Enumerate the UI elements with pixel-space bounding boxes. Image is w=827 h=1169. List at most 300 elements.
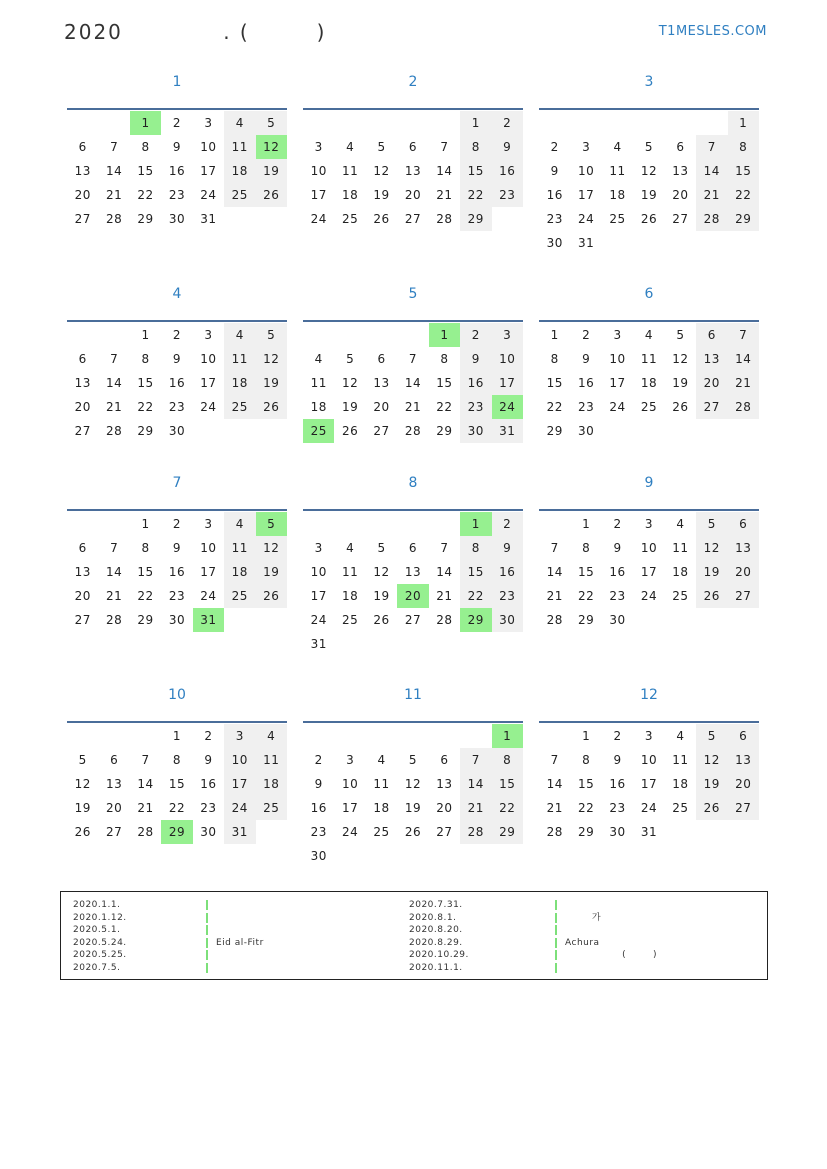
day-cell[interactable]: 4 (346, 541, 355, 555)
day-cell[interactable]: 13 (728, 748, 759, 772)
day-cell[interactable]: 24 (640, 589, 658, 603)
day-cell[interactable]: 5 (408, 753, 418, 767)
day-cell[interactable]: 23 (310, 825, 327, 839)
day-cell[interactable]: 26 (373, 613, 390, 627)
day-cell[interactable]: 18 (640, 376, 658, 390)
day-cell[interactable]: 4 (676, 517, 685, 531)
day-cell[interactable]: 25 (303, 419, 334, 443)
day-cell[interactable]: 21 (436, 589, 453, 603)
day-cell[interactable]: 3 (644, 729, 654, 743)
day-cell[interactable]: 2 (172, 517, 182, 531)
day-cell[interactable]: 23 (168, 589, 186, 603)
day-cell[interactable]: 17 (341, 801, 359, 815)
day-cell[interactable]: 29 (728, 207, 759, 231)
day-cell[interactable]: 21 (404, 400, 422, 414)
day-cell[interactable]: 22 (137, 188, 154, 202)
day-cell[interactable]: 18 (341, 589, 359, 603)
day-cell[interactable]: 7 (728, 323, 759, 347)
day-cell[interactable]: 16 (577, 376, 595, 390)
day-cell[interactable]: 8 (141, 352, 150, 366)
day-cell[interactable]: 10 (341, 777, 359, 791)
day-cell[interactable]: 25 (672, 801, 689, 815)
day-cell[interactable]: 14 (436, 565, 453, 579)
day-cell[interactable]: 10 (310, 164, 327, 178)
day-cell[interactable]: 23 (168, 400, 186, 414)
day-cell[interactable]: 3 (224, 724, 255, 748)
day-cell[interactable]: 16 (609, 777, 626, 791)
day-cell[interactable]: 9 (492, 135, 523, 159)
day-cell[interactable]: 19 (373, 589, 390, 603)
day-cell[interactable]: 19 (696, 560, 727, 584)
day-cell[interactable]: 28 (460, 820, 491, 844)
day-cell[interactable]: 29 (460, 608, 491, 632)
day-cell[interactable]: 27 (404, 613, 422, 627)
day-cell[interactable]: 21 (460, 796, 491, 820)
day-cell[interactable]: 11 (341, 565, 359, 579)
day-cell[interactable]: 3 (346, 753, 355, 767)
day-cell[interactable]: 2 (204, 729, 213, 743)
day-cell[interactable]: 9 (172, 140, 182, 154)
day-cell[interactable]: 24 (492, 395, 523, 419)
day-cell[interactable]: 17 (200, 565, 217, 579)
day-cell[interactable]: 30 (609, 613, 626, 627)
day-cell[interactable]: 8 (728, 135, 759, 159)
day-cell[interactable]: 24 (341, 825, 359, 839)
day-cell[interactable]: 31 (193, 608, 224, 632)
day-cell[interactable]: 7 (696, 135, 727, 159)
day-cell[interactable]: 12 (256, 347, 287, 371)
day-cell[interactable]: 18 (224, 560, 255, 584)
day-cell[interactable]: 11 (224, 536, 255, 560)
day-cell[interactable]: 26 (256, 183, 287, 207)
day-cell[interactable]: 26 (341, 424, 359, 438)
day-cell[interactable]: 15 (577, 777, 595, 791)
day-cell[interactable]: 9 (582, 352, 591, 366)
day-cell[interactable]: 30 (168, 424, 186, 438)
day-cell[interactable]: 31 (640, 825, 658, 839)
day-cell[interactable]: 11 (256, 748, 287, 772)
day-cell[interactable]: 1 (460, 512, 491, 536)
day-cell[interactable]: 23 (609, 589, 626, 603)
day-cell[interactable]: 27 (373, 424, 390, 438)
day-cell[interactable]: 15 (728, 159, 759, 183)
day-cell[interactable]: 27 (404, 212, 422, 226)
day-cell[interactable]: 17 (200, 164, 217, 178)
day-cell[interactable]: 10 (492, 347, 523, 371)
day-cell[interactable]: 24 (200, 400, 217, 414)
day-cell[interactable]: 14 (546, 777, 563, 791)
day-cell[interactable]: 12 (373, 164, 390, 178)
day-cell[interactable]: 30 (200, 825, 217, 839)
day-cell[interactable]: 24 (224, 796, 255, 820)
day-cell[interactable]: 27 (672, 212, 689, 226)
day-cell[interactable]: 4 (613, 140, 622, 154)
day-cell[interactable]: 12 (640, 164, 658, 178)
day-cell[interactable]: 23 (609, 801, 626, 815)
day-cell[interactable]: 6 (110, 753, 119, 767)
day-cell[interactable]: 1 (728, 111, 759, 135)
day-cell[interactable]: 28 (436, 212, 453, 226)
day-cell[interactable]: 28 (404, 424, 422, 438)
day-cell[interactable]: 16 (200, 777, 217, 791)
day-cell[interactable]: 22 (137, 400, 154, 414)
day-cell[interactable]: 6 (408, 541, 418, 555)
day-cell[interactable]: 28 (105, 212, 123, 226)
day-cell[interactable]: 25 (256, 796, 287, 820)
day-cell[interactable]: 28 (105, 613, 123, 627)
day-cell[interactable]: 24 (200, 188, 217, 202)
day-cell[interactable]: 15 (546, 376, 563, 390)
day-cell[interactable]: 7 (440, 140, 449, 154)
day-cell[interactable]: 22 (460, 584, 491, 608)
day-cell[interactable]: 29 (492, 820, 523, 844)
day-cell[interactable]: 17 (577, 188, 595, 202)
day-cell[interactable]: 15 (137, 565, 154, 579)
day-cell[interactable]: 19 (696, 772, 727, 796)
day-cell[interactable]: 3 (204, 517, 213, 531)
day-cell[interactable]: 5 (256, 323, 287, 347)
day-cell[interactable]: 22 (137, 589, 154, 603)
day-cell[interactable]: 18 (609, 188, 626, 202)
day-cell[interactable]: 9 (172, 352, 182, 366)
day-cell[interactable]: 22 (460, 183, 491, 207)
day-cell[interactable]: 13 (728, 536, 759, 560)
day-cell[interactable]: 18 (256, 772, 287, 796)
day-cell[interactable]: 28 (105, 424, 123, 438)
day-cell[interactable]: 7 (440, 541, 449, 555)
day-cell[interactable]: 27 (728, 584, 759, 608)
day-cell[interactable]: 29 (161, 820, 192, 844)
day-cell[interactable]: 30 (492, 608, 523, 632)
day-cell[interactable]: 4 (256, 724, 287, 748)
day-cell[interactable]: 8 (582, 753, 591, 767)
day-cell[interactable]: 7 (550, 541, 559, 555)
day-cell[interactable]: 10 (577, 164, 595, 178)
day-cell[interactable]: 21 (696, 183, 727, 207)
day-cell[interactable]: 2 (492, 512, 523, 536)
day-cell[interactable]: 29 (577, 825, 595, 839)
day-cell[interactable]: 22 (728, 183, 759, 207)
day-cell[interactable]: 20 (397, 584, 428, 608)
day-cell[interactable]: 12 (696, 748, 727, 772)
day-cell[interactable]: 22 (168, 801, 186, 815)
day-cell[interactable]: 1 (582, 729, 591, 743)
day-cell[interactable]: 28 (137, 825, 154, 839)
day-cell[interactable]: 3 (644, 517, 654, 531)
day-cell[interactable]: 19 (256, 371, 287, 395)
day-cell[interactable]: 11 (373, 777, 390, 791)
day-cell[interactable]: 26 (256, 395, 287, 419)
day-cell[interactable]: 9 (172, 541, 182, 555)
day-cell[interactable]: 5 (696, 512, 727, 536)
day-cell[interactable]: 14 (404, 376, 422, 390)
day-cell[interactable]: 7 (110, 352, 119, 366)
day-cell[interactable]: 1 (429, 323, 460, 347)
day-cell[interactable]: 30 (168, 613, 186, 627)
day-cell[interactable]: 27 (728, 796, 759, 820)
day-cell[interactable]: 21 (137, 801, 154, 815)
day-cell[interactable]: 13 (672, 164, 689, 178)
day-cell[interactable]: 24 (640, 801, 658, 815)
day-cell[interactable]: 3 (582, 140, 591, 154)
day-cell[interactable]: 31 (310, 637, 327, 651)
day-cell[interactable]: 9 (550, 164, 559, 178)
day-cell[interactable]: 5 (696, 724, 727, 748)
day-cell[interactable]: 24 (577, 212, 595, 226)
day-cell[interactable]: 25 (373, 825, 390, 839)
day-cell[interactable]: 1 (460, 111, 491, 135)
day-cell[interactable]: 5 (256, 512, 287, 536)
day-cell[interactable]: 6 (728, 512, 759, 536)
day-cell[interactable]: 5 (644, 140, 654, 154)
day-cell[interactable]: 16 (492, 560, 523, 584)
day-cell[interactable]: 22 (577, 589, 595, 603)
day-cell[interactable]: 20 (672, 188, 689, 202)
day-cell[interactable]: 3 (314, 541, 323, 555)
day-cell[interactable]: 19 (404, 801, 422, 815)
day-cell[interactable]: 12 (74, 777, 91, 791)
day-cell[interactable]: 25 (672, 589, 689, 603)
day-cell[interactable]: 5 (78, 753, 87, 767)
day-cell[interactable]: 5 (676, 328, 685, 342)
day-cell[interactable]: 2 (582, 328, 591, 342)
day-cell[interactable]: 8 (172, 753, 182, 767)
day-cell[interactable]: 15 (137, 164, 154, 178)
day-cell[interactable]: 6 (78, 541, 87, 555)
day-cell[interactable]: 21 (105, 188, 123, 202)
day-cell[interactable]: 9 (492, 536, 523, 560)
day-cell[interactable]: 3 (204, 116, 213, 130)
day-cell[interactable]: 25 (640, 400, 658, 414)
day-cell[interactable]: 1 (172, 729, 182, 743)
day-cell[interactable]: 19 (74, 801, 91, 815)
day-cell[interactable]: 23 (492, 183, 523, 207)
day-cell[interactable]: 10 (640, 753, 658, 767)
day-cell[interactable]: 3 (204, 328, 213, 342)
day-cell[interactable]: 12 (256, 536, 287, 560)
day-cell[interactable]: 30 (577, 424, 595, 438)
day-cell[interactable]: 22 (492, 796, 523, 820)
day-cell[interactable]: 22 (577, 801, 595, 815)
day-cell[interactable]: 28 (728, 395, 759, 419)
day-cell[interactable]: 6 (696, 323, 727, 347)
day-cell[interactable]: 20 (74, 188, 91, 202)
day-cell[interactable]: 1 (582, 517, 591, 531)
day-cell[interactable]: 24 (200, 589, 217, 603)
day-cell[interactable]: 6 (377, 352, 386, 366)
day-cell[interactable]: 26 (696, 796, 727, 820)
day-cell[interactable]: 30 (546, 236, 563, 250)
day-cell[interactable]: 14 (696, 159, 727, 183)
day-cell[interactable]: 29 (577, 613, 595, 627)
day-cell[interactable]: 13 (373, 376, 390, 390)
day-cell[interactable]: 8 (460, 135, 491, 159)
day-cell[interactable]: 6 (676, 140, 685, 154)
day-cell[interactable]: 26 (672, 400, 689, 414)
day-cell[interactable]: 29 (436, 424, 453, 438)
day-cell[interactable]: 10 (200, 541, 217, 555)
day-cell[interactable]: 22 (436, 400, 453, 414)
day-cell[interactable]: 26 (640, 212, 658, 226)
day-cell[interactable]: 26 (373, 212, 390, 226)
day-cell[interactable]: 1 (141, 517, 150, 531)
day-cell[interactable]: 14 (546, 565, 563, 579)
day-cell[interactable]: 17 (310, 188, 327, 202)
day-cell[interactable]: 28 (436, 613, 453, 627)
day-cell[interactable]: 24 (609, 400, 626, 414)
day-cell[interactable]: 9 (613, 541, 622, 555)
day-cell[interactable]: 4 (346, 140, 355, 154)
day-cell[interactable]: 2 (550, 140, 559, 154)
day-cell[interactable]: 13 (74, 565, 91, 579)
day-cell[interactable]: 29 (137, 613, 154, 627)
day-cell[interactable]: 4 (314, 352, 323, 366)
day-cell[interactable]: 5 (377, 541, 386, 555)
day-cell[interactable]: 20 (436, 801, 453, 815)
day-cell[interactable]: 26 (256, 584, 287, 608)
day-cell[interactable]: 28 (696, 207, 727, 231)
day-cell[interactable]: 12 (404, 777, 422, 791)
day-cell[interactable]: 16 (492, 159, 523, 183)
day-cell[interactable]: 30 (310, 849, 327, 863)
day-cell[interactable]: 18 (224, 159, 255, 183)
day-cell[interactable]: 29 (460, 207, 491, 231)
day-cell[interactable]: 6 (728, 724, 759, 748)
day-cell[interactable]: 12 (256, 135, 287, 159)
day-cell[interactable]: 12 (373, 565, 390, 579)
day-cell[interactable]: 11 (310, 376, 327, 390)
day-cell[interactable]: 9 (204, 753, 213, 767)
day-cell[interactable]: 30 (168, 212, 186, 226)
day-cell[interactable]: 13 (436, 777, 453, 791)
day-cell[interactable]: 27 (74, 613, 91, 627)
day-cell[interactable]: 2 (613, 729, 622, 743)
day-cell[interactable]: 24 (310, 212, 327, 226)
day-cell[interactable]: 4 (224, 323, 255, 347)
day-cell[interactable]: 16 (546, 188, 563, 202)
day-cell[interactable]: 7 (408, 352, 418, 366)
day-cell[interactable]: 11 (609, 164, 626, 178)
day-cell[interactable]: 21 (105, 589, 123, 603)
day-cell[interactable]: 28 (546, 825, 563, 839)
day-cell[interactable]: 10 (224, 748, 255, 772)
day-cell[interactable]: 15 (168, 777, 186, 791)
day-cell[interactable]: 29 (137, 424, 154, 438)
day-cell[interactable]: 7 (460, 748, 491, 772)
day-cell[interactable]: 18 (672, 777, 689, 791)
day-cell[interactable]: 14 (105, 164, 123, 178)
day-cell[interactable]: 15 (436, 376, 453, 390)
day-cell[interactable]: 20 (74, 589, 91, 603)
day-cell[interactable]: 20 (728, 560, 759, 584)
day-cell[interactable]: 25 (224, 183, 255, 207)
day-cell[interactable]: 26 (404, 825, 422, 839)
day-cell[interactable]: 8 (440, 352, 449, 366)
site-name[interactable]: T1MESLES.COM (658, 24, 767, 39)
day-cell[interactable]: 25 (224, 395, 255, 419)
day-cell[interactable]: 8 (141, 541, 150, 555)
day-cell[interactable]: 17 (609, 376, 626, 390)
day-cell[interactable]: 7 (141, 753, 150, 767)
day-cell[interactable]: 10 (200, 140, 217, 154)
day-cell[interactable]: 16 (168, 164, 186, 178)
day-cell[interactable]: 13 (404, 565, 422, 579)
day-cell[interactable]: 15 (577, 565, 595, 579)
day-cell[interactable]: 13 (74, 376, 91, 390)
day-cell[interactable]: 2 (613, 517, 622, 531)
day-cell[interactable]: 7 (110, 541, 119, 555)
day-cell[interactable]: 5 (377, 140, 386, 154)
day-cell[interactable]: 3 (613, 328, 622, 342)
day-cell[interactable]: 13 (404, 164, 422, 178)
day-cell[interactable]: 23 (492, 584, 523, 608)
day-cell[interactable]: 11 (224, 347, 255, 371)
day-cell[interactable]: 4 (644, 328, 654, 342)
day-cell[interactable]: 5 (256, 111, 287, 135)
day-cell[interactable]: 31 (492, 419, 523, 443)
day-cell[interactable]: 23 (168, 188, 186, 202)
day-cell[interactable]: 22 (546, 400, 563, 414)
day-cell[interactable]: 2 (314, 753, 323, 767)
day-cell[interactable]: 17 (640, 777, 658, 791)
day-cell[interactable]: 17 (224, 772, 255, 796)
day-cell[interactable]: 13 (696, 347, 727, 371)
day-cell[interactable]: 19 (640, 188, 658, 202)
day-cell[interactable]: 4 (676, 729, 685, 743)
day-cell[interactable]: 11 (672, 753, 689, 767)
day-cell[interactable]: 17 (640, 565, 658, 579)
day-cell[interactable]: 5 (346, 352, 355, 366)
day-cell[interactable]: 27 (74, 424, 91, 438)
day-cell[interactable]: 29 (137, 212, 154, 226)
day-cell[interactable]: 1 (141, 328, 150, 342)
day-cell[interactable]: 15 (137, 376, 154, 390)
day-cell[interactable]: 21 (105, 400, 123, 414)
day-cell[interactable]: 19 (256, 159, 287, 183)
day-cell[interactable]: 14 (105, 565, 123, 579)
day-cell[interactable]: 19 (373, 188, 390, 202)
day-cell[interactable]: 1 (492, 724, 523, 748)
day-cell[interactable]: 2 (492, 111, 523, 135)
day-cell[interactable]: 3 (492, 323, 523, 347)
day-cell[interactable]: 21 (728, 371, 759, 395)
day-cell[interactable]: 6 (440, 753, 449, 767)
day-cell[interactable]: 2 (460, 323, 491, 347)
day-cell[interactable]: 9 (314, 777, 323, 791)
day-cell[interactable]: 19 (341, 400, 359, 414)
day-cell[interactable]: 6 (78, 140, 87, 154)
day-cell[interactable]: 27 (436, 825, 453, 839)
day-cell[interactable]: 25 (224, 584, 255, 608)
day-cell[interactable]: 16 (609, 565, 626, 579)
day-cell[interactable]: 16 (168, 565, 186, 579)
day-cell[interactable]: 8 (492, 748, 523, 772)
day-cell[interactable]: 10 (640, 541, 658, 555)
day-cell[interactable]: 20 (74, 400, 91, 414)
day-cell[interactable]: 9 (613, 753, 622, 767)
day-cell[interactable]: 25 (341, 212, 359, 226)
day-cell[interactable]: 11 (224, 135, 255, 159)
day-cell[interactable]: 15 (460, 560, 491, 584)
day-cell[interactable]: 21 (436, 188, 453, 202)
day-cell[interactable]: 18 (341, 188, 359, 202)
day-cell[interactable]: 25 (609, 212, 626, 226)
day-cell[interactable]: 12 (341, 376, 359, 390)
day-cell[interactable]: 18 (672, 565, 689, 579)
day-cell[interactable]: 26 (74, 825, 91, 839)
day-cell[interactable]: 14 (728, 347, 759, 371)
day-cell[interactable]: 11 (640, 352, 658, 366)
